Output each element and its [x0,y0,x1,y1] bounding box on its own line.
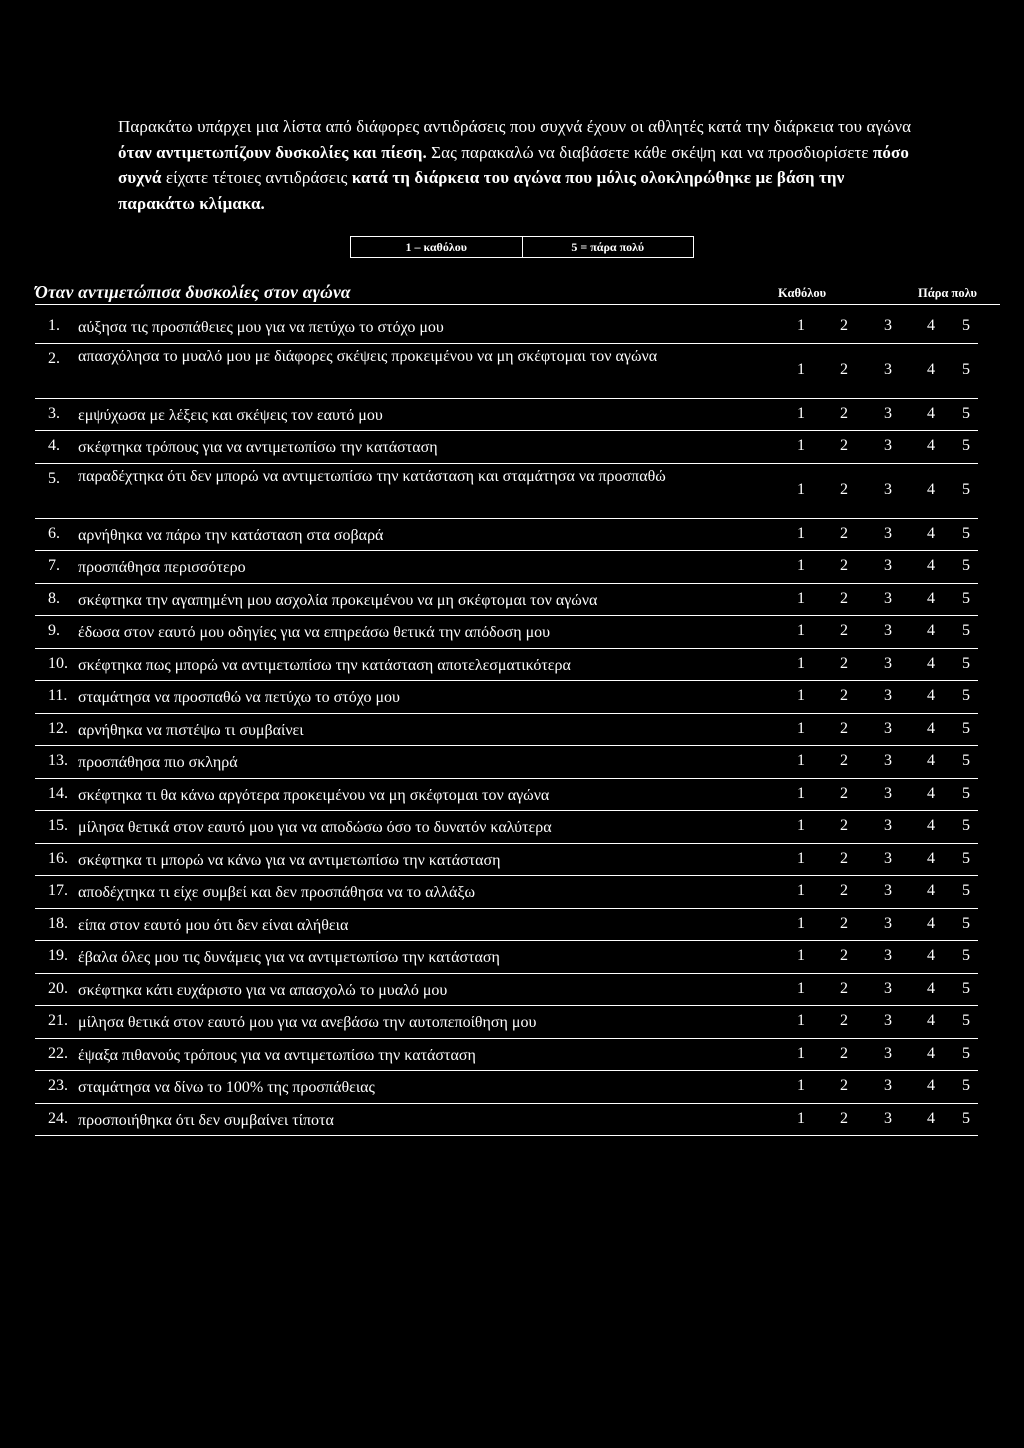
rating-option-4[interactable]: 4 [927,1109,935,1127]
rating-option-3[interactable]: 3 [884,1077,892,1094]
rating-option-2[interactable]: 2 [840,360,848,378]
rating-option-5[interactable]: 5 [962,404,970,422]
rating-option-1[interactable]: 1 [797,687,805,704]
rating-option-2[interactable]: 2 [840,622,848,639]
rating-option-5[interactable]: 5 [962,524,970,542]
rating-option-1[interactable]: 1 [797,622,805,639]
instructions-bold-1: όταν αντιμετωπίζουν δυσκολίες και πίεση. [118,142,427,162]
table-row [35,876,978,909]
rating-option-5[interactable]: 5 [962,1109,970,1127]
rating-option-1[interactable]: 1 [797,882,805,899]
rating-option-4[interactable]: 4 [927,1077,935,1094]
item-number: 11. [48,687,68,704]
rating-option-1[interactable]: 1 [797,1109,805,1127]
rating-option-5[interactable]: 5 [962,360,970,378]
rating-option-5[interactable]: 5 [962,1077,970,1094]
rating-option-1[interactable]: 1 [797,979,805,997]
item-text: αρνήθηκα να πάρω την κατάσταση στα σοβαρά [78,526,384,544]
item-number: 8. [48,589,60,607]
rating-option-2[interactable]: 2 [840,1077,848,1094]
rating-option-3[interactable]: 3 [884,317,892,334]
item-text: σκέφτηκα τρόπους για να αντιμετωπίσω την κατάσταση [78,439,438,456]
table-row [35,811,978,844]
table-row [35,649,978,682]
rating-option-5[interactable]: 5 [962,817,970,834]
rating-option-4[interactable]: 4 [927,404,935,422]
rating-option-2[interactable]: 2 [840,1044,848,1062]
table-row [35,399,978,432]
rating-option-3[interactable]: 3 [884,784,892,802]
rating-option-3[interactable]: 3 [884,719,892,737]
column-high-label: Πάρα πολυ [918,286,978,300]
rating-option-4[interactable]: 4 [927,317,935,334]
item-number: 10. [48,654,68,672]
rating-option-1[interactable]: 1 [797,784,805,802]
rating-option-1[interactable]: 1 [797,817,805,834]
rating-option-1[interactable]: 1 [797,404,805,422]
item-number: 13. [48,752,68,769]
rating-option-2[interactable]: 2 [840,914,848,932]
rating-scale-legend [350,236,694,258]
rating-option-2[interactable]: 2 [840,480,848,498]
rating-option-5[interactable]: 5 [962,589,970,607]
rating-option-2[interactable]: 2 [840,687,848,704]
item-number: 17. [48,882,68,899]
item-number: 19. [48,947,68,964]
table-row [35,464,978,519]
rating-option-2[interactable]: 2 [840,947,848,964]
rating-option-4[interactable]: 4 [927,947,935,964]
item-number: 23. [48,1077,68,1094]
rating-option-4[interactable]: 4 [927,1012,935,1029]
table-row [35,344,978,399]
rating-option-3[interactable]: 3 [884,437,892,454]
rating-option-3[interactable]: 3 [884,687,892,704]
item-text: προσποιήθηκα ότι δεν συμβαίνει τίποτα [78,1111,334,1129]
table-row [35,1071,978,1104]
rating-option-2[interactable]: 2 [840,404,848,422]
rating-option-1[interactable]: 1 [797,557,805,574]
rating-option-5[interactable]: 5 [962,914,970,932]
rating-option-5[interactable]: 5 [962,947,970,964]
rating-option-5[interactable]: 5 [962,654,970,672]
rating-option-3[interactable]: 3 [884,1109,892,1127]
rating-option-2[interactable]: 2 [840,317,848,334]
rating-option-5[interactable]: 5 [962,784,970,802]
instructions-text-1: Παρακάτω υπάρχει μια λίστα από διάφορες αντιδράσεις που συχνά έχουν οι αθλητές κατά την διάρκεια του αγώνα [118,117,912,136]
rating-option-4[interactable]: 4 [927,882,935,899]
item-text: αρνήθηκα να πιστέψω τι συμβαίνει [78,721,304,739]
table-row [35,1104,978,1137]
rating-option-1[interactable]: 1 [797,849,805,867]
table-row [35,311,978,344]
instructions-bold-2: πόσο συχνά [118,142,909,187]
rating-option-4[interactable]: 4 [927,1044,935,1062]
rating-option-3[interactable]: 3 [884,524,892,542]
column-low-label: Καθόλου [778,286,827,300]
item-number: 9. [48,622,60,639]
instructions-text-2: Σας παρακαλώ να διαβάσετε κάθε σκέψη και να προσδιορίσετε [426,142,873,162]
item-text: σκέφτηκα τι μπορώ να κάνω για να αντιμετωπίσω την κατάσταση [78,851,501,869]
rating-option-5[interactable]: 5 [962,882,970,899]
rating-option-2[interactable]: 2 [840,719,848,737]
rating-option-4[interactable]: 4 [927,437,935,454]
instructions-bold-3: κατά τη διάρκεια του αγώνα που μόλις ολοκληρώθηκε με βάση την παρακάτω κλίμακα. [118,168,845,213]
rating-option-4[interactable]: 4 [927,687,935,704]
table-row [35,844,978,877]
item-text: σκέφτηκα τι θα κάνω αργότερα προκειμένου να μη σκέφτομαι τον αγώνα [78,786,550,804]
table-row [35,1039,978,1072]
rating-option-1[interactable]: 1 [797,1044,805,1062]
rating-option-1[interactable]: 1 [797,589,805,607]
rating-option-1[interactable]: 1 [797,360,805,378]
rating-option-3[interactable]: 3 [884,1044,892,1062]
rating-option-3[interactable]: 3 [884,817,892,834]
item-text: σκέφτηκα πως μπορώ να αντιμετωπίσω την κατάσταση αποτελεσματικότερα [78,656,571,674]
item-text: αύξησα τις προσπάθειες μου για να πετύχω το στόχο μου [78,319,444,336]
rating-option-5[interactable]: 5 [962,317,970,334]
scale-max-label: 5 = πάρα πολύ [522,237,694,257]
rating-option-2[interactable]: 2 [840,654,848,672]
rating-option-3[interactable]: 3 [884,557,892,574]
rating-option-4[interactable]: 4 [927,979,935,997]
item-text: σκέφτηκα την αγαπημένη μου ασχολία προκειμένου να μη σκέφτομαι τον αγώνα [78,591,598,609]
rating-option-1[interactable]: 1 [797,317,805,334]
rating-option-5[interactable]: 5 [962,687,970,704]
rating-option-5[interactable]: 5 [962,849,970,867]
rating-option-4[interactable]: 4 [927,719,935,737]
rating-option-1[interactable]: 1 [797,654,805,672]
rating-option-4[interactable]: 4 [927,360,935,378]
item-number: 14. [48,784,68,802]
rating-option-2[interactable]: 2 [840,849,848,867]
rating-option-3[interactable]: 3 [884,849,892,867]
rating-option-4[interactable]: 4 [927,589,935,607]
rating-option-2[interactable]: 2 [840,437,848,454]
item-number: 15. [48,817,68,834]
item-text: απασχόλησα το μυαλό μου με διάφορες σκέψεις προκειμένου να μη σκέφτομαι τον αγώνα [78,347,658,365]
table-row [35,974,978,1007]
rating-option-2[interactable]: 2 [840,557,848,574]
rating-option-4[interactable]: 4 [927,654,935,672]
item-number: 16. [48,849,68,867]
rating-option-4[interactable]: 4 [927,752,935,769]
table-row [35,909,978,942]
rating-option-1[interactable]: 1 [797,752,805,769]
item-number: 5. [48,469,60,487]
table-header [35,280,1000,305]
item-number: 7. [48,557,60,574]
item-number: 22. [48,1044,68,1062]
rating-option-5[interactable]: 5 [962,437,970,454]
rating-option-1[interactable]: 1 [797,480,805,498]
item-text: μίλησα θετικά στον εαυτό μου για να ανεβάσω την αυτοπεποίθηση μου [78,1014,537,1031]
rating-option-5[interactable]: 5 [962,979,970,997]
rating-option-3[interactable]: 3 [884,752,892,769]
rating-option-5[interactable]: 5 [962,752,970,769]
item-number: 1. [48,317,60,334]
item-text: προσπάθησα περισσότερο [78,559,246,576]
item-text: εμψύχωσα με λέξεις και σκέψεις τον εαυτό μου [78,406,383,424]
rating-option-3[interactable]: 3 [884,480,892,498]
table-title: Όταν αντιμετώπισα δυσκολίες στον αγώνα [35,282,351,302]
rating-option-2[interactable]: 2 [840,979,848,997]
rating-option-5[interactable]: 5 [962,622,970,639]
rating-option-5[interactable]: 5 [962,1012,970,1029]
item-text: μίλησα θετικά στον εαυτό μου για να αποδώσω όσο το δυνατόν καλύτερα [78,819,552,836]
table-row [35,941,978,974]
rating-option-3[interactable]: 3 [884,914,892,932]
rating-option-4[interactable]: 4 [927,622,935,639]
item-number: 18. [48,914,68,932]
table-row [35,779,978,812]
rating-option-5[interactable]: 5 [962,719,970,737]
rating-option-1[interactable]: 1 [797,719,805,737]
rating-option-4[interactable]: 4 [927,784,935,802]
rating-option-5[interactable]: 5 [962,480,970,498]
item-text: είπα στον εαυτό μου ότι δεν είναι αλήθεια [78,916,349,934]
table-row [35,584,978,617]
item-number: 12. [48,719,68,737]
item-text: αποδέχτηκα τι είχε συμβεί και δεν προσπάθησα να το αλλάξω [78,884,476,901]
item-text: σκέφτηκα κάτι ευχάριστο για να απασχολώ το μυαλό μου [78,981,448,999]
table-row [35,519,978,552]
item-number: 4. [48,437,60,454]
table-row [35,1006,978,1039]
item-text: παραδέχτηκα ότι δεν μπορώ να αντιμετωπίσω την κατάσταση και σταμάτησα να προσπαθώ [78,467,666,485]
rating-option-2[interactable]: 2 [840,1012,848,1029]
rating-option-1[interactable]: 1 [797,1077,805,1094]
rating-option-2[interactable]: 2 [840,524,848,542]
rating-option-3[interactable]: 3 [884,1012,892,1029]
rating-option-3[interactable]: 3 [884,882,892,899]
rating-option-1[interactable]: 1 [797,524,805,542]
rating-option-1[interactable]: 1 [797,947,805,964]
item-text: έβαλα όλες μου τις δυνάμεις για να αντιμετωπίσω την κατάσταση [78,949,500,966]
rating-option-3[interactable]: 3 [884,404,892,422]
rating-option-1[interactable]: 1 [797,914,805,932]
item-number: 3. [48,404,60,422]
item-text: σταμάτησα να δίνω το 100% της προσπάθειας [78,1079,375,1096]
rating-option-5[interactable]: 5 [962,1044,970,1062]
item-text: προσπάθησα πιο σκληρά [78,754,238,771]
item-text: έψαξα πιθανούς τρόπους για να αντιμετωπίσω την κατάσταση [78,1046,476,1064]
item-text: έδωσα στον εαυτό μου οδηγίες για να επηρεάσω θετικά την απόδοση μου [78,624,551,641]
table-row [35,746,978,779]
item-number: 24. [48,1109,68,1127]
rating-option-3[interactable]: 3 [884,589,892,607]
table-row [35,431,978,464]
table-row [35,616,978,649]
rating-option-4[interactable]: 4 [927,557,935,574]
rating-option-4[interactable]: 4 [927,849,935,867]
rating-option-1[interactable]: 1 [797,437,805,454]
item-number: 21. [48,1012,68,1029]
instructions-paragraph [118,114,918,216]
scale-min-label: 1 – καθόλου [405,239,467,254]
questionnaire-items [35,311,978,1136]
table-row [35,551,978,584]
table-row [35,681,978,714]
rating-option-4[interactable]: 4 [927,914,935,932]
instructions-text-3: είχατε τέτοιες αντιδράσεις [161,168,352,187]
rating-option-2[interactable]: 2 [840,817,848,834]
item-number: 2. [48,349,60,367]
rating-option-3[interactable]: 3 [884,979,892,997]
rating-option-4[interactable]: 4 [927,524,935,542]
rating-option-5[interactable]: 5 [962,557,970,574]
rating-option-2[interactable]: 2 [840,589,848,607]
rating-option-4[interactable]: 4 [927,817,935,834]
rating-option-2[interactable]: 2 [840,752,848,769]
rating-option-3[interactable]: 3 [884,654,892,672]
rating-option-2[interactable]: 2 [840,1109,848,1127]
rating-option-3[interactable]: 3 [884,360,892,378]
rating-option-4[interactable]: 4 [927,480,935,498]
rating-option-3[interactable]: 3 [884,622,892,639]
rating-option-1[interactable]: 1 [797,1012,805,1029]
item-number: 20. [48,979,68,997]
rating-option-2[interactable]: 2 [840,784,848,802]
rating-option-2[interactable]: 2 [840,882,848,899]
item-number: 6. [48,524,60,542]
rating-option-3[interactable]: 3 [884,947,892,964]
item-text: σταμάτησα να προσπαθώ να πετύχω το στόχο μου [78,689,400,706]
table-row [35,714,978,747]
